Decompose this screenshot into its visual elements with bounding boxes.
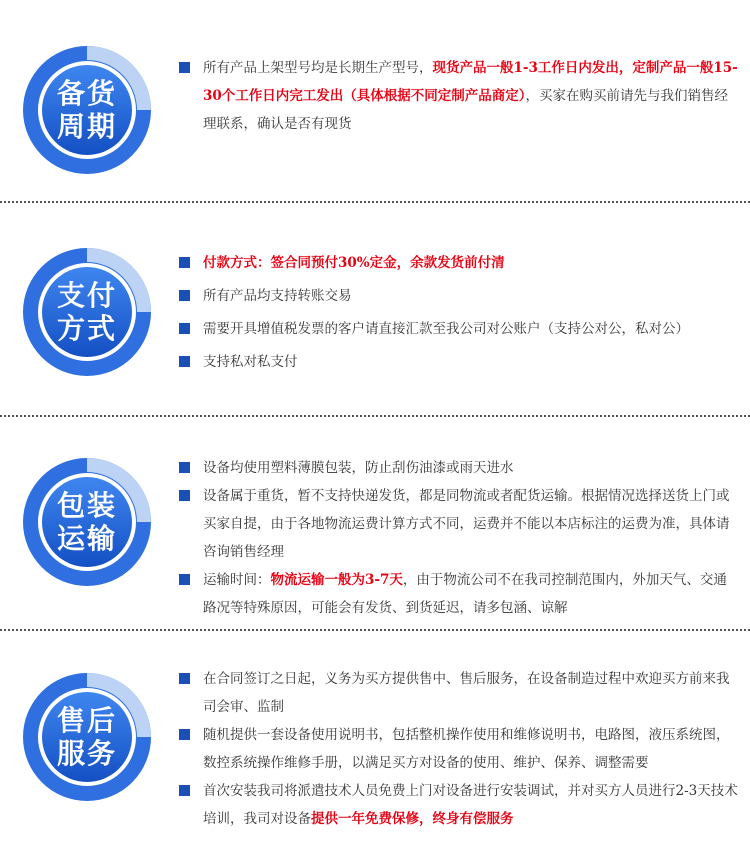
item-text: 首次安装我司将派遣技术人员免费上门对设备进行安装调试，并对买方人员进行2-3天技术培训，我司对设备 [203,783,738,827]
badge-title-line2: 服务 [56,737,117,770]
badge-title-line1: 支付 [56,279,117,312]
list-item [179,454,739,482]
list-item [179,482,739,566]
item-text: 支持私对私支付 [203,354,298,370]
square-bullet-icon [179,462,190,473]
square-bullet-icon [179,290,190,301]
square-bullet-icon [179,490,190,501]
payment-method-badge-icon [21,246,153,378]
stock-period-badge-icon [21,44,153,176]
item-text: 需要开具增值税发票的客户请直接汇款至我公司对公账户（支持公对公，私对公） [203,321,689,337]
item-text: ，买家在购买前请先与我们销售经理联系，确认是否有现货 [203,88,729,132]
square-bullet-icon [179,62,190,73]
badge-title-line2: 运输 [56,522,117,555]
payment-method-list [179,249,739,376]
square-bullet-icon [179,257,190,268]
list-item [179,348,739,376]
packaging-shipping-badge-icon [21,456,153,588]
item-text: 设备属于重货，暂不支持快递发货，都是同物流或者配货运输。根据情况选择送货上门或买家自提，由于各地物流运费计算方式不同，运费并不能以本店标注的运费为准，具体请咨询销售经理 [203,488,730,560]
item-text: 随机提供一套设备使用说明书，包括整机操作使用和维修说明书，电路图，液压系统图，数控系统操作维修手册，以满足买方对设备的使用、维护、保养、调整需要 [203,727,730,771]
item-text: 在合同签订之日起，义务为买方提供售中、售后服务，在设备制造过程中欢迎买方前来我司会审、监制 [203,671,730,715]
dotted-divider [0,201,750,203]
item-text: 所有产品上架型号均是长期生产型号， [203,60,433,76]
item-text: 所有产品均支持转账交易 [203,288,352,304]
item-text: ，由于物流公司不在我司控制范围内，外加天气、交通路况等特殊原因，可能会有发货、到货延迟，请多包涵、谅解 [203,572,727,616]
list-item [179,249,739,277]
square-bullet-icon [179,574,190,585]
dotted-divider [0,415,750,417]
list-item [179,315,739,343]
packaging-shipping-list [179,454,739,622]
list-item [179,721,739,777]
item-text: 运输时间： [203,572,271,588]
badge-title-line1: 售后 [56,704,117,737]
square-bullet-icon [179,323,190,334]
list-item [179,665,739,721]
list-item [179,54,739,138]
dotted-divider [0,629,750,631]
list-item [179,282,739,310]
after-sales-badge-icon [21,671,153,803]
item-highlight: 提供一年免费保修，终身有偿服务 [311,811,514,827]
square-bullet-icon [179,356,190,367]
list-item [179,777,739,833]
item-highlight: 付款方式：签合同预付30%定金，余款发货前付清 [203,255,505,271]
square-bullet-icon [179,785,190,796]
item-highlight: 现货产品一般1-3工作日内发出，定制产品一般15-30个工作日内完工发出（具体根据不同定制产品商定） [203,60,738,104]
item-text: 设备均使用塑料薄膜包装，防止刮伤油漆或雨天进水 [203,460,514,476]
badge-title-line2: 周期 [56,110,117,143]
square-bullet-icon [179,673,190,684]
after-sales-list [179,665,739,833]
badge-title-line2: 方式 [56,312,117,345]
square-bullet-icon [179,729,190,740]
item-highlight: 物流运输一般为3-7天 [270,572,403,588]
stock-period-list [179,54,739,138]
badge-title-line1: 备货 [56,77,117,110]
list-item [179,566,739,622]
badge-title-line1: 包装 [56,489,117,522]
